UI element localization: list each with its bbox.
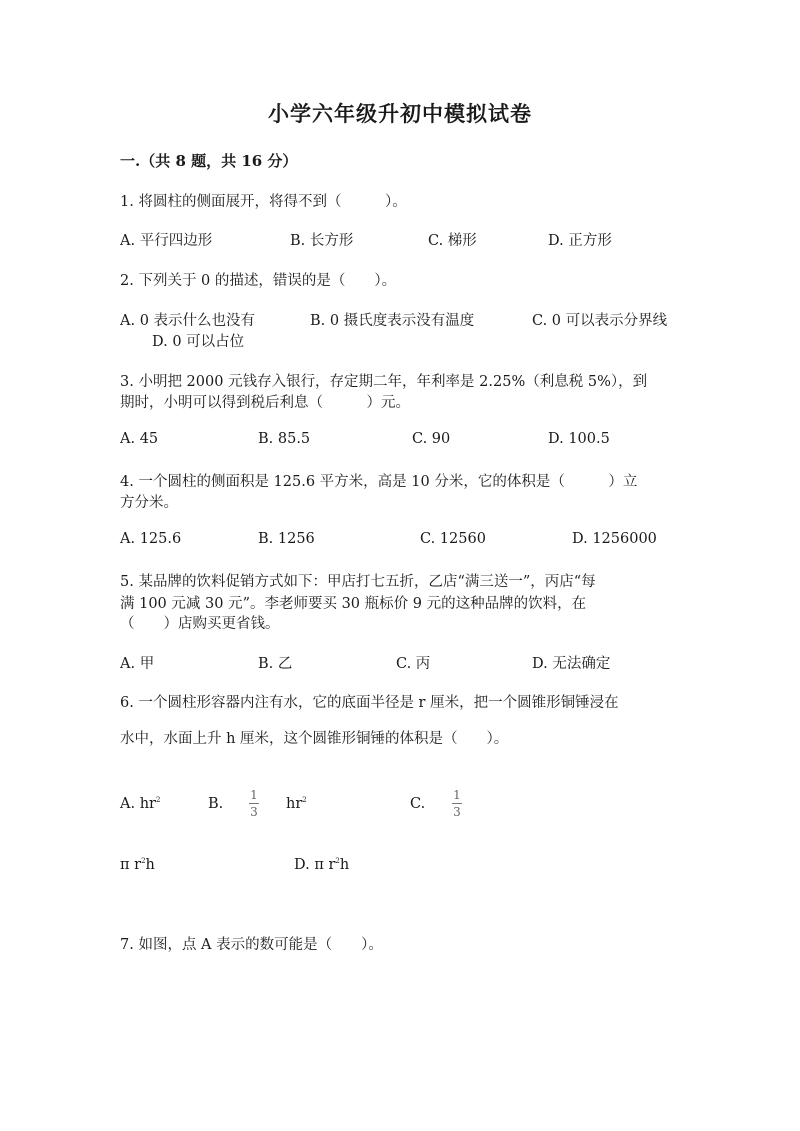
q5-option-b: B. 乙 xyxy=(258,656,293,672)
question-7-stem: 7. 如图，点 A 表示的数可能是（ ）。 xyxy=(120,937,383,953)
question-5-stem-line-3: （ ）店购买更省钱。 xyxy=(120,616,280,632)
question-6-stem-line-2: 水中，水面上升 h 厘米，这个圆锥形铜锤的体积是（ ）。 xyxy=(120,731,509,747)
fraction-denominator: 3 xyxy=(453,805,461,819)
q2-option-c: C. 0 可以表示分界线 xyxy=(532,313,668,329)
q6-option-b-label: B. xyxy=(208,796,224,812)
q6-option-a-text: A. hr xyxy=(120,796,156,812)
fraction-denominator: 3 xyxy=(250,805,258,819)
q6-option-c-pir: π r xyxy=(120,857,142,873)
q2-option-b: B. 0 摄氏度表示没有温度 xyxy=(310,313,475,329)
question-1-stem: 1. 将圆柱的侧面展开，将得不到（ ）。 xyxy=(120,194,407,210)
q4-option-a: A. 125.6 xyxy=(120,531,182,547)
question-4-stem-line-1: 4. 一个圆柱的侧面积是 125.6 平方米，高是 10 分米，它的体积是（ ）立 xyxy=(120,474,638,490)
fraction-bar xyxy=(249,803,259,804)
q6-option-c-label: C. xyxy=(410,796,426,812)
q2-option-a: A. 0 表示什么也没有 xyxy=(120,313,256,329)
question-5-stem-line-2: 满 100 元减 30 元”。李老师要买 30 瓶标价 9 元的这种品牌的饮料，在 xyxy=(120,596,587,612)
question-6-stem-line-1: 6. 一个圆柱形容器内注有水，它的底面半径是 r 厘米，把一个圆锥形铜锤浸在 xyxy=(120,695,619,711)
q1-option-d: D. 正方形 xyxy=(548,233,612,249)
question-4-stem-line-2: 方分米。 xyxy=(120,495,178,511)
q1-option-a: A. 平行四边形 xyxy=(120,233,213,249)
q4-option-b: B. 1256 xyxy=(258,531,315,547)
q4-option-d: D. 1256000 xyxy=(572,531,657,547)
q6-option-d-h: h xyxy=(339,857,350,873)
q6-option-a xyxy=(120,796,160,812)
q6-option-d-text: D. π r xyxy=(294,857,336,873)
question-3-stem-line-2: 期时，小明可以得到税后利息（ ）元。 xyxy=(120,395,410,411)
q6-option-c-exponent: 2 xyxy=(141,857,146,866)
q3-option-d: D. 100.5 xyxy=(548,431,610,447)
q5-option-d: D. 无法确定 xyxy=(532,656,611,672)
question-3-stem-line-1: 3. 小明把 2000 元钱存入银行，存定期二年，年利率是 2.25%（利息税 5%），到 xyxy=(120,374,648,390)
q6-option-b-exponent: 2 xyxy=(302,796,307,805)
q6-option-d-exponent: 2 xyxy=(335,857,340,866)
q6-option-b-hr: hr xyxy=(286,796,303,812)
q5-option-c: C. 丙 xyxy=(396,656,431,672)
q6-option-d xyxy=(294,857,349,873)
q3-option-b: B. 85.5 xyxy=(258,431,311,447)
q3-option-c: C. 90 xyxy=(412,431,451,447)
fraction-numerator: 1 xyxy=(250,788,258,802)
q6-option-c-text xyxy=(120,857,155,873)
q6-option-b-fraction xyxy=(249,788,259,819)
fraction-numerator: 1 xyxy=(453,788,461,802)
q2-option-d: D. 0 可以占位 xyxy=(152,334,245,350)
page-title: 小学六年级升初中模拟试卷 xyxy=(268,101,532,126)
q6-option-b-text xyxy=(286,796,307,812)
q1-option-c: C. 梯形 xyxy=(428,233,477,249)
q1-option-b: B. 长方形 xyxy=(290,233,354,249)
fraction-bar xyxy=(452,803,462,804)
q4-option-c: C. 12560 xyxy=(420,531,486,547)
section-heading: 一.（共 8 题，共 16 分） xyxy=(120,152,298,170)
q6-option-a-exponent: 2 xyxy=(155,796,161,805)
q5-option-a: A. 甲 xyxy=(120,656,155,672)
question-5-stem-line-1: 5. 某品牌的饮料促销方式如下：甲店打七五折，乙店“满三送一”，丙店“每 xyxy=(120,574,596,590)
question-2-stem: 2. 下列关于 0 的描述，错误的是（ ）。 xyxy=(120,273,397,289)
q3-option-a: A. 45 xyxy=(120,431,159,447)
q6-option-c-h: h xyxy=(145,857,155,873)
q6-option-c-fraction xyxy=(452,788,462,819)
